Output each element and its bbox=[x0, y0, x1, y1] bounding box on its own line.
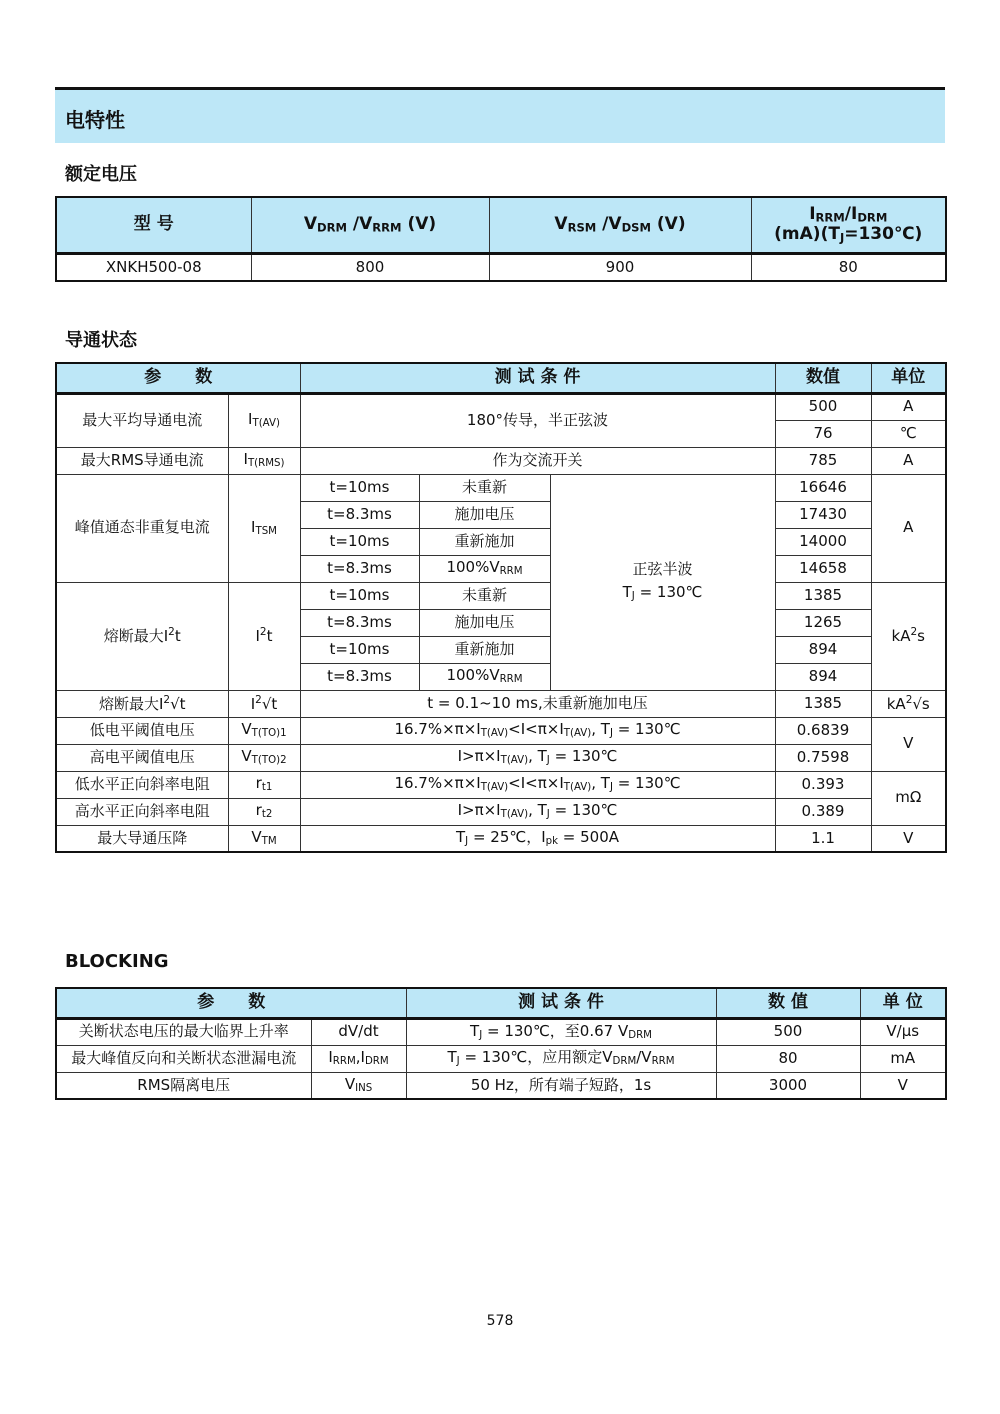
sym-itrms: $I_{T(RMS)}$ bbox=[228, 447, 300, 474]
header-model: 型 号 bbox=[56, 197, 251, 253]
header-value: 数值 bbox=[775, 363, 871, 393]
value-vins: 3000 bbox=[716, 1072, 860, 1099]
time-itsm-3: t=10ms bbox=[300, 528, 419, 555]
unit-irrm: mA bbox=[860, 1045, 946, 1072]
cond-i2t-b1: 重新施加 bbox=[419, 636, 550, 663]
time-i2t-2: t=8.3ms bbox=[300, 609, 419, 636]
param-itav: 最大平均导通电流 bbox=[56, 393, 228, 447]
header-cond: 测 试 条 件 bbox=[406, 988, 716, 1018]
header-unit: 单位 bbox=[871, 363, 946, 393]
sym-itsm: $I_{TSM}$ bbox=[228, 474, 300, 582]
header-vrsm: $V_{RSM}$ $/V_{DSM}$ (V) bbox=[489, 197, 751, 253]
cond-dvdt: $T_J$ = 130℃，至0.67 $V_{DRM}$ bbox=[406, 1018, 716, 1045]
time-itsm-2: t=8.3ms bbox=[300, 501, 419, 528]
param-vtm: 最大导通压降 bbox=[56, 825, 228, 852]
cond-vtm: $T_J$ = 25℃，$I_{pk} = 500A$ bbox=[300, 825, 775, 852]
page-number: 578 bbox=[486, 1313, 514, 1329]
param-itrms: 最大RMS导通电流 bbox=[56, 447, 228, 474]
value-itsm-3: 14000 bbox=[775, 528, 871, 555]
sym-rt1: $r_{t1}$ bbox=[228, 771, 300, 798]
value-vto2: 0.7598 bbox=[775, 744, 871, 771]
cond-itsm-a2: 施加电压 bbox=[419, 501, 550, 528]
param-vins: RMS隔离电压 bbox=[56, 1072, 311, 1099]
cell-irrm: 80 bbox=[751, 253, 946, 281]
table-row bbox=[56, 474, 946, 501]
blocking-title: BLOCKING bbox=[65, 951, 169, 972]
sym-dvdt: dV/dt bbox=[311, 1018, 406, 1045]
value-itsm-4: 14658 bbox=[775, 555, 871, 582]
table-row bbox=[56, 1045, 946, 1072]
table-row bbox=[56, 447, 946, 474]
unit-vins: V bbox=[860, 1072, 946, 1099]
unit-i2t: $kA^2s$ bbox=[871, 582, 946, 690]
value-vto1: 0.6839 bbox=[775, 717, 871, 744]
time-itsm-4: t=8.3ms bbox=[300, 555, 419, 582]
cond-itrms: 作为交流开关 bbox=[300, 447, 775, 474]
time-itsm-1: t=10ms bbox=[300, 474, 419, 501]
value-i2t-3: 894 bbox=[775, 636, 871, 663]
value-i2rt: 1385 bbox=[775, 690, 871, 717]
header-cond: 测 试 条 件 bbox=[300, 363, 775, 393]
sym-vins: $V_{INS}$ bbox=[311, 1072, 406, 1099]
header-param: 参 数 bbox=[56, 988, 406, 1018]
rated-voltage-title: 额定电压 bbox=[65, 164, 137, 185]
unit-vtm: V bbox=[871, 825, 946, 852]
value-i2t-1: 1385 bbox=[775, 582, 871, 609]
param-irrm: 最大峰值反向和关断状态泄漏电流 bbox=[56, 1045, 311, 1072]
sym-i2t: $I^2t$ bbox=[228, 582, 300, 690]
value-itav-1: 500 bbox=[775, 393, 871, 420]
cond-vins: 50 Hz，所有端子短路，1s bbox=[406, 1072, 716, 1099]
header-unit: 单 位 bbox=[860, 988, 946, 1018]
value-i2t-4: 894 bbox=[775, 663, 871, 690]
on-state-table bbox=[55, 362, 947, 853]
table-row bbox=[56, 825, 946, 852]
value-rt2: 0.389 bbox=[775, 798, 871, 825]
table-row bbox=[56, 771, 946, 798]
sym-vto1: $V_{T(TO)1}$ bbox=[228, 717, 300, 744]
value-irrm: 80 bbox=[716, 1045, 860, 1072]
unit-rt: mΩ bbox=[871, 771, 946, 825]
param-itsm: 峰值通态非重复电流 bbox=[56, 474, 228, 582]
cell-model: XNKH500-08 bbox=[56, 253, 251, 281]
cond-itsm-b2: $100\%V_{RRM}$ bbox=[419, 555, 550, 582]
table-row bbox=[56, 744, 946, 771]
table-row bbox=[56, 1018, 946, 1045]
unit-dvdt: V/μs bbox=[860, 1018, 946, 1045]
table-row bbox=[56, 798, 946, 825]
sym-vtm: $V_{TM}$ bbox=[228, 825, 300, 852]
value-i2t-2: 1265 bbox=[775, 609, 871, 636]
table-row bbox=[56, 690, 946, 717]
cond-wave: 正弦半波 $T_J$ = 130℃ bbox=[550, 474, 775, 690]
header-param: 参 数 bbox=[56, 363, 300, 393]
cond-irrm: $T_J$ = 130℃，应用额定$V_{DRM}/V_{RRM}$ bbox=[406, 1045, 716, 1072]
value-itsm-2: 17430 bbox=[775, 501, 871, 528]
cond-i2rt: t = 0.1~10 ms,未重新施加电压 bbox=[300, 690, 775, 717]
sym-irrm: $I_{RRM},I_{DRM}$ bbox=[311, 1045, 406, 1072]
header-vdrm: $V_{DRM}$ $/V_{RRM}$ (V) bbox=[251, 197, 489, 253]
section-title-electrical: 电特性 bbox=[65, 108, 125, 132]
param-rt2: 高水平正向斜率电阻 bbox=[56, 798, 228, 825]
value-vtm: 1.1 bbox=[775, 825, 871, 852]
rated-voltage-table bbox=[55, 196, 947, 282]
param-rt1: 低水平正向斜率电阻 bbox=[56, 771, 228, 798]
sym-itav: $I_{T(AV)}$ bbox=[228, 393, 300, 447]
header-value: 数 值 bbox=[716, 988, 860, 1018]
table-row bbox=[56, 393, 946, 420]
param-vto1: 低电平阈值电压 bbox=[56, 717, 228, 744]
value-itsm-1: 16646 bbox=[775, 474, 871, 501]
cell-vdrm: 800 bbox=[251, 253, 489, 281]
time-i2t-3: t=10ms bbox=[300, 636, 419, 663]
param-i2rt: 熔断最大$I^2√t$ bbox=[56, 690, 228, 717]
unit-itav-1: A bbox=[871, 393, 946, 420]
param-dvdt: 关断状态电压的最大临界上升率 bbox=[56, 1018, 311, 1045]
value-dvdt: 500 bbox=[716, 1018, 860, 1045]
unit-vto: V bbox=[871, 717, 946, 771]
cond-vto1: $16.7\%\times\pi\times I_{T(AV)}<I<\pi\times I_{T(AV)}$, $T_J$ = 130℃ bbox=[300, 717, 775, 744]
table-row bbox=[56, 582, 946, 609]
sym-rt2: $r_{t2}$ bbox=[228, 798, 300, 825]
sym-vto2: $V_{T(TO)2}$ bbox=[228, 744, 300, 771]
table-row bbox=[56, 1072, 946, 1099]
sym-i2rt: $I^2√t$ bbox=[228, 690, 300, 717]
cell-vrsm: 900 bbox=[489, 253, 751, 281]
cond-i2t-a1: 未重新 bbox=[419, 582, 550, 609]
value-rt1: 0.393 bbox=[775, 771, 871, 798]
cond-rt2: $I>\pi\times I_{T(AV)}$, $T_J$ = 130℃ bbox=[300, 798, 775, 825]
unit-i2rt: $kA^2√s$ bbox=[871, 690, 946, 717]
blocking-table bbox=[55, 987, 947, 1100]
value-itav-2: 76 bbox=[775, 420, 871, 447]
table-row bbox=[56, 253, 946, 281]
cond-vto2: $I>\pi\times I_{T(AV)}$, $T_J$ = 130℃ bbox=[300, 744, 775, 771]
cond-rt1: $16.7\%\times\pi\times I_{T(AV)}<I<\pi\times I_{T(AV)}$, $T_J$ = 130℃ bbox=[300, 771, 775, 798]
unit-itsm: A bbox=[871, 474, 946, 582]
value-itrms: 785 bbox=[775, 447, 871, 474]
cond-itsm-b1: 重新施加 bbox=[419, 528, 550, 555]
unit-itav-2: ℃ bbox=[871, 420, 946, 447]
header-irrm: $I_{RRM}/I_{DRM}$ $(mA)(T_J=130℃)$ bbox=[751, 197, 946, 253]
section-banner bbox=[55, 87, 945, 143]
cond-i2t-b2: $100\%V_{RRM}$ bbox=[419, 663, 550, 690]
cond-itsm-a1: 未重新 bbox=[419, 474, 550, 501]
param-vto2: 高电平阈值电压 bbox=[56, 744, 228, 771]
unit-itrms: A bbox=[871, 447, 946, 474]
param-i2t: 熔断最大$I^2t$ bbox=[56, 582, 228, 690]
table-row bbox=[56, 717, 946, 744]
cond-i2t-a2: 施加电压 bbox=[419, 609, 550, 636]
on-state-title: 导通状态 bbox=[65, 330, 137, 351]
cond-itav: 180°传导，半正弦波 bbox=[300, 393, 775, 447]
time-i2t-4: t=8.3ms bbox=[300, 663, 419, 690]
time-i2t-1: t=10ms bbox=[300, 582, 419, 609]
